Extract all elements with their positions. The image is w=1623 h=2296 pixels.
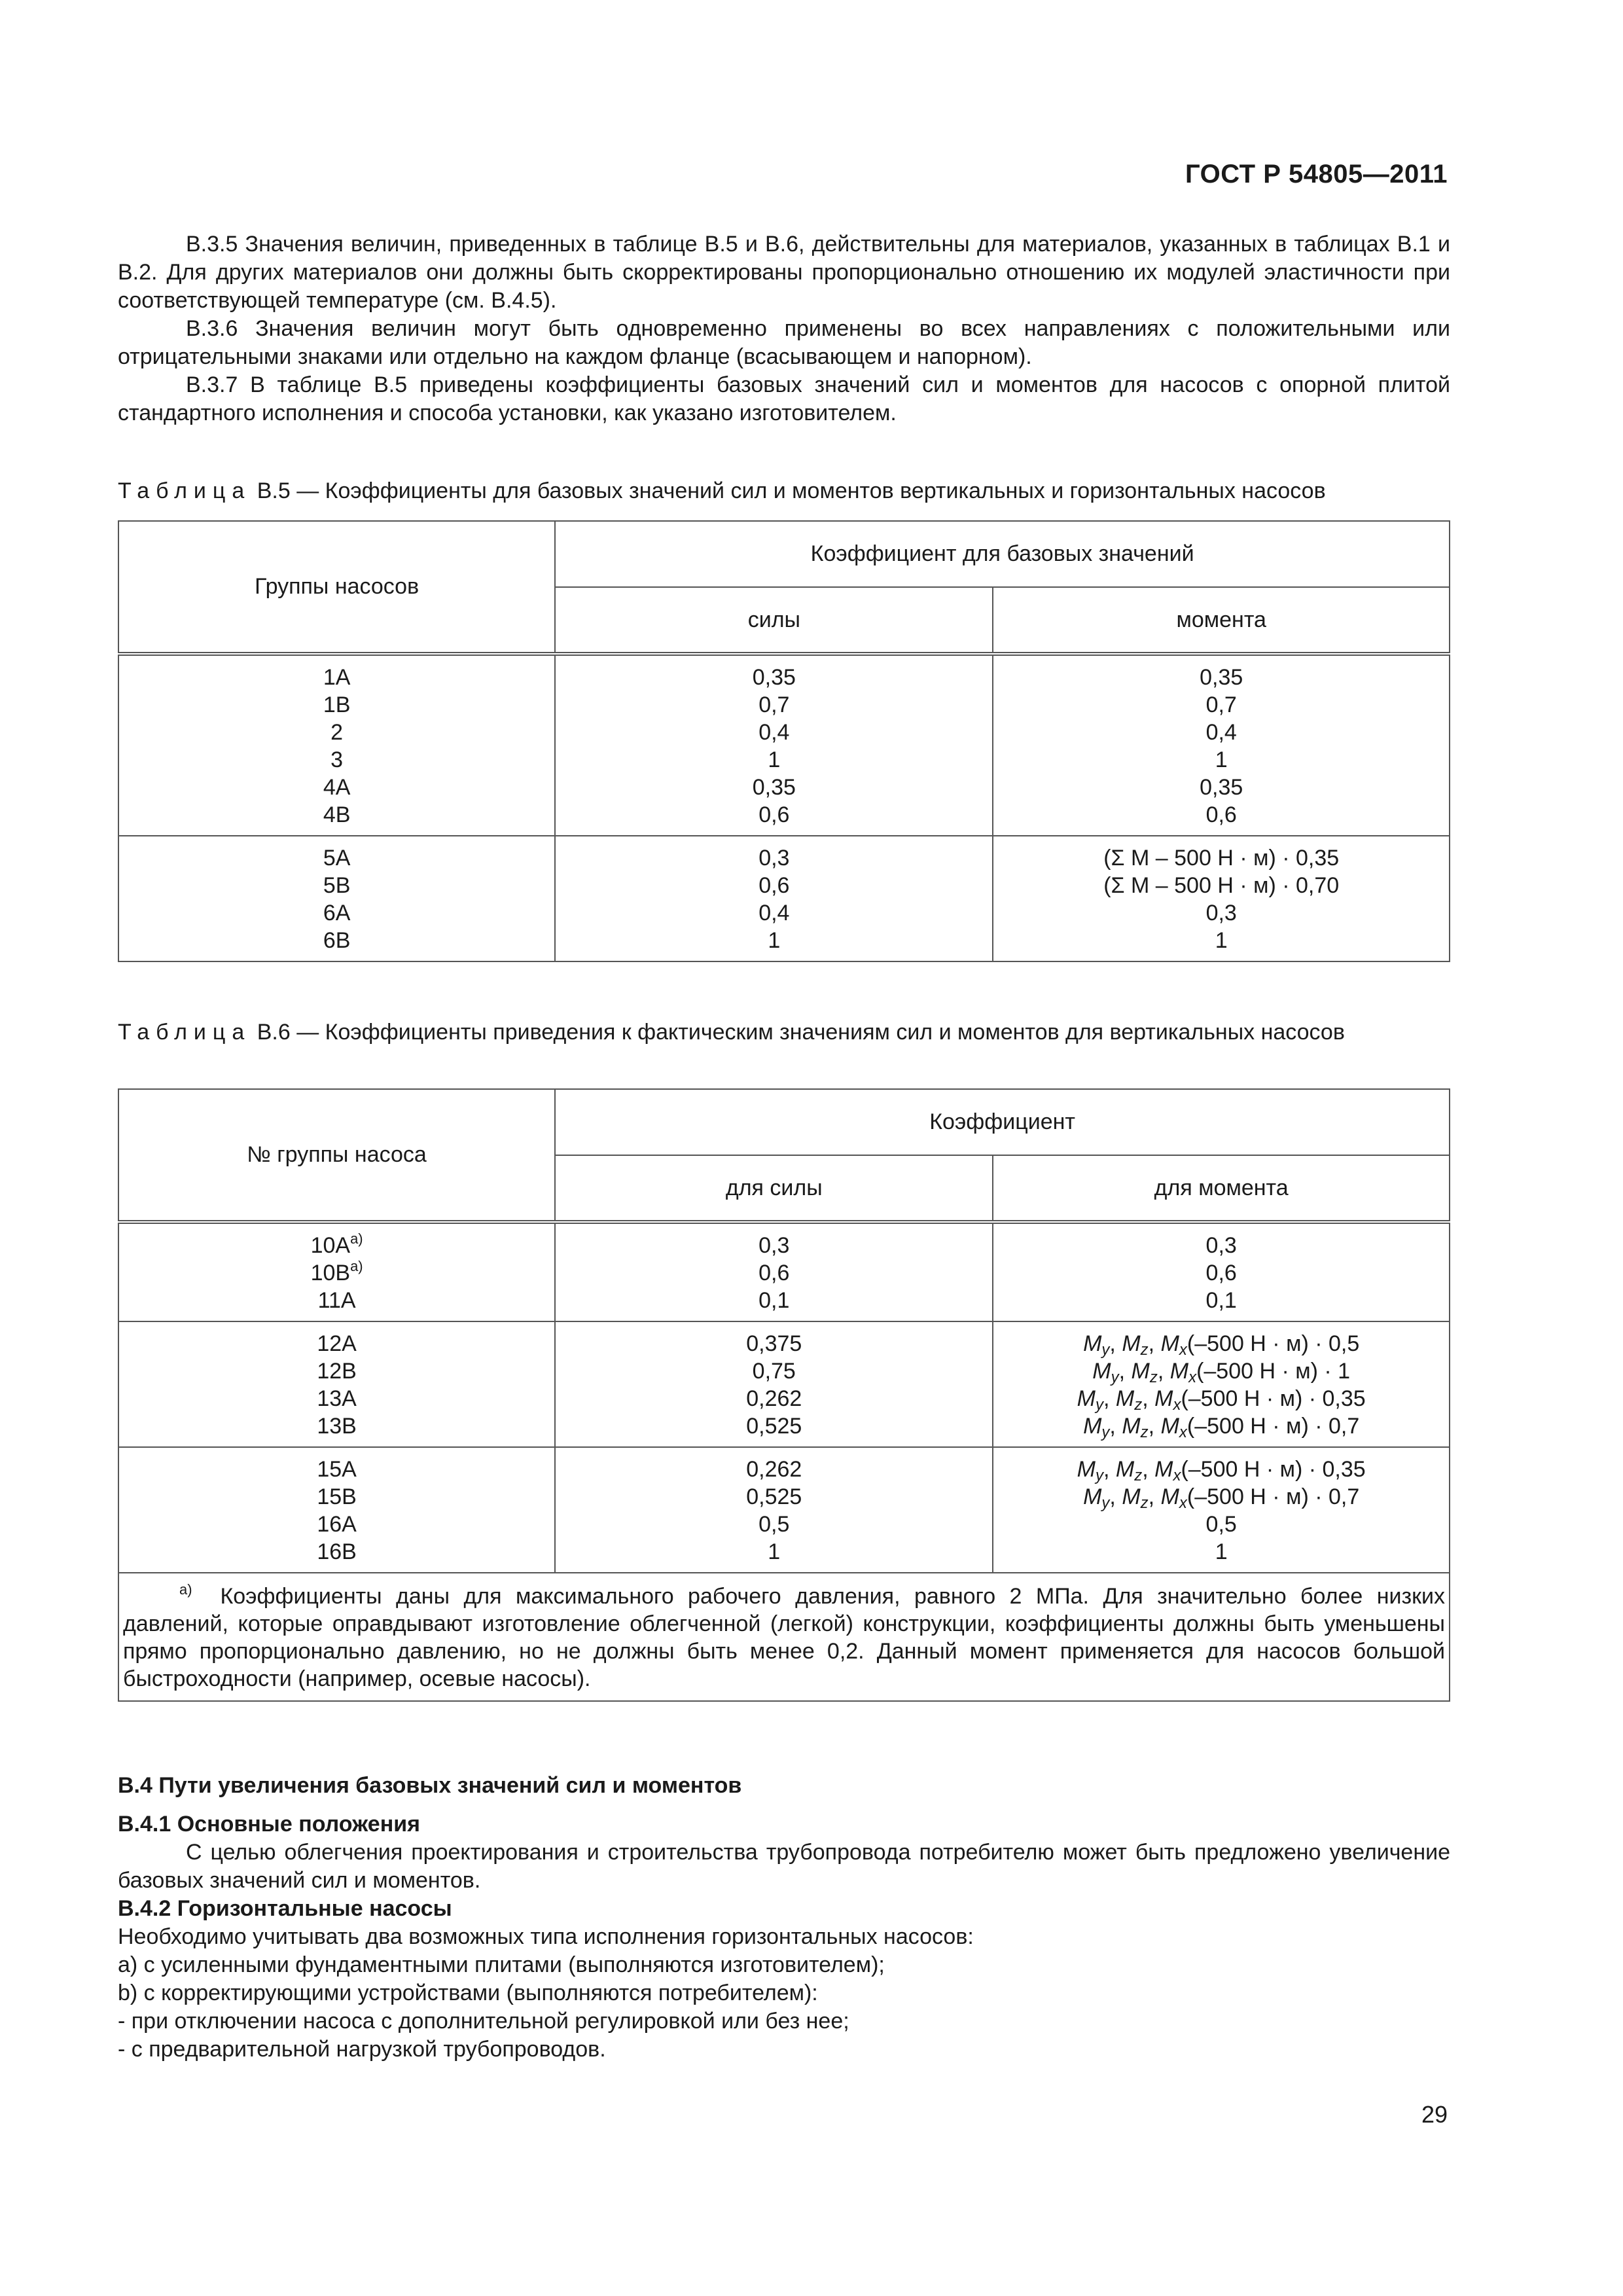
table-b5 (118, 520, 1450, 962)
table-b5-header-moment: момента (993, 587, 1450, 654)
table-row (118, 1222, 1450, 1321)
subsection-heading: В.4.1 Основные положения (118, 1812, 420, 1837)
table-b6-title: Таблица В.6 — Коэффициенты приведения к фактическим значениям сил и моментов для вертикальных насосов (118, 1020, 1345, 1045)
table-b6-pumps: $10A^{а)}$ $10B^{а)}$ 11A (118, 1222, 555, 1321)
table-b6-footnote: $^{а)}$ Коэффициенты даны для максимального рабочего давления, равного 2 МПа. Для значительно более низких давлений, которые оправдывают изготовление облегченной (легкой) конструкции, коэффициенты должны быть уменьшены прямо пропорционально давлению, но не должны быть менее 0,2. Данный момент применяется для насосов большой быстроходности (например, осевые насосы). (118, 1573, 1450, 1701)
document-id: ГОСТ Р 54805—2011 (1185, 160, 1448, 188)
paragraph-b42: Необходимо учитывать два возможных типа исполнения горизонтальных насосов: (118, 1924, 974, 1949)
paragraph-b35: В.3.5 Значения величин, приведенных в таблице В.5 и В.6, действительны для материалов, указанных в таблицах В.1 и В.2. Для других материалов они должны быть скорректированы пропорционально отношению их модулей эластичности при соответствующей температуре (см. В.4.5). (118, 232, 1450, 313)
table-b5-header-force: силы (555, 587, 993, 654)
table-b5-force: 0,35 0,7 0,4 1 0,35 0,6 (555, 654, 993, 836)
table-b6-moment: 0,3 0,6 0,1 (993, 1222, 1450, 1321)
section-b4 (118, 1772, 1450, 2064)
table-row (118, 836, 1450, 961)
table-row (118, 654, 1450, 836)
table-b6-header-moment: для момента (993, 1155, 1450, 1222)
table-b5-pumps: 1A 1B 2 3 4A 4B (118, 654, 555, 836)
table-b6-force: 0,262 0,525 0,5 1 (555, 1447, 993, 1573)
paragraph-b36: В.3.6 Значения величин могут быть одновременно применены во всех направлениях с положительными или отрицательными знаками или отдельно на каждом фланце (всасывающем и напорном). (118, 316, 1450, 369)
footnote-mark: а) (350, 1258, 363, 1274)
list-item: b) с корректирующими устройствами (выполняются потребителем): (118, 1981, 818, 2005)
table-b5-pumps: 5A 5B 6A 6B (118, 836, 555, 961)
table-row (118, 1321, 1450, 1447)
table-b5-moment: (Σ M – 500 Н · м) · 0,35 (Σ M – 500 Н · м) · 0,70 0,3 1 (993, 836, 1450, 961)
footnote-mark: а) (350, 1230, 363, 1247)
paragraph-b41: С целью облегчения проектирования и строительства трубопровода потребителю может быть предложено увеличение базовых значений сил и моментов. (118, 1840, 1450, 1893)
table-b6-pumps: 15A 15B 16A 16B (118, 1447, 555, 1573)
table-b5-header-coef: Коэффициент для базовых значений (555, 521, 1450, 587)
table-b6-header-coef: Коэффициент (555, 1089, 1450, 1155)
table-b6-header-force: для силы (555, 1155, 993, 1222)
table-footnote-row (118, 1573, 1450, 1701)
table-b6-force: 0,3 0,6 0,1 (555, 1222, 993, 1321)
list-item: - при отключении насоса с дополнительной регулировкой или без нее; (118, 2009, 849, 2034)
table-b6-header-group: № группы насоса (118, 1089, 555, 1222)
table-b6-pumps: 12A 12B 13A 13B (118, 1321, 555, 1447)
paragraph-b37: В.3.7 В таблице В.5 приведены коэффициенты базовых значений сил и моментов для насосов с опорной плитой стандартного исполнения и способа установки, как указано изготовителем. (118, 372, 1450, 425)
table-b6-moment: $M_y$, $M_z$, $M_x(-500$ Н · м) · 0,35 $M_y$, $M_z$, $M_x(-500$ Н · м) · 0,7 0,5 1 (993, 1447, 1450, 1573)
intro-text (118, 230, 1450, 427)
table-b6 (118, 1088, 1450, 1702)
list-item: а) с усиленными фундаментными плитами (выполняются изготовителем); (118, 1952, 885, 1977)
table-b5-moment: 0,35 0,7 0,4 1 0,35 0,6 (993, 654, 1450, 836)
list-item: - с предварительной нагрузкой трубопроводов. (118, 2037, 606, 2062)
footnote-mark: а) (179, 1581, 192, 1598)
table-b6-moment: $M_y$, $M_z$, $M_x(-500$ Н · м) · 0,5 $M_y$, $M_z$, $M_x(-500$ Н · м) · 1 $M_y$, $M_z$, $M_x(-500$ Н · м) · 0,35 $M_y$, $M_z$, $M_x(-500$ Н · м) · 0,7 (993, 1321, 1450, 1447)
table-b5-header-group: Группы насосов (118, 521, 555, 654)
page-number: 29 (1421, 2101, 1448, 2128)
subsection-heading: В.4.2 Горизонтальные насосы (118, 1896, 452, 1921)
table-b5-title: Таблица В.5 — Коэффициенты для базовых значений сил и моментов вертикальных и горизонтальных насосов (118, 478, 1326, 503)
table-b6-force: 0,375 0,75 0,262 0,525 (555, 1321, 993, 1447)
section-heading: В.4 Пути увеличения базовых значений сил и моментов (118, 1773, 742, 1798)
table-b5-force: 0,3 0,6 0,4 1 (555, 836, 993, 961)
table-row (118, 1447, 1450, 1573)
